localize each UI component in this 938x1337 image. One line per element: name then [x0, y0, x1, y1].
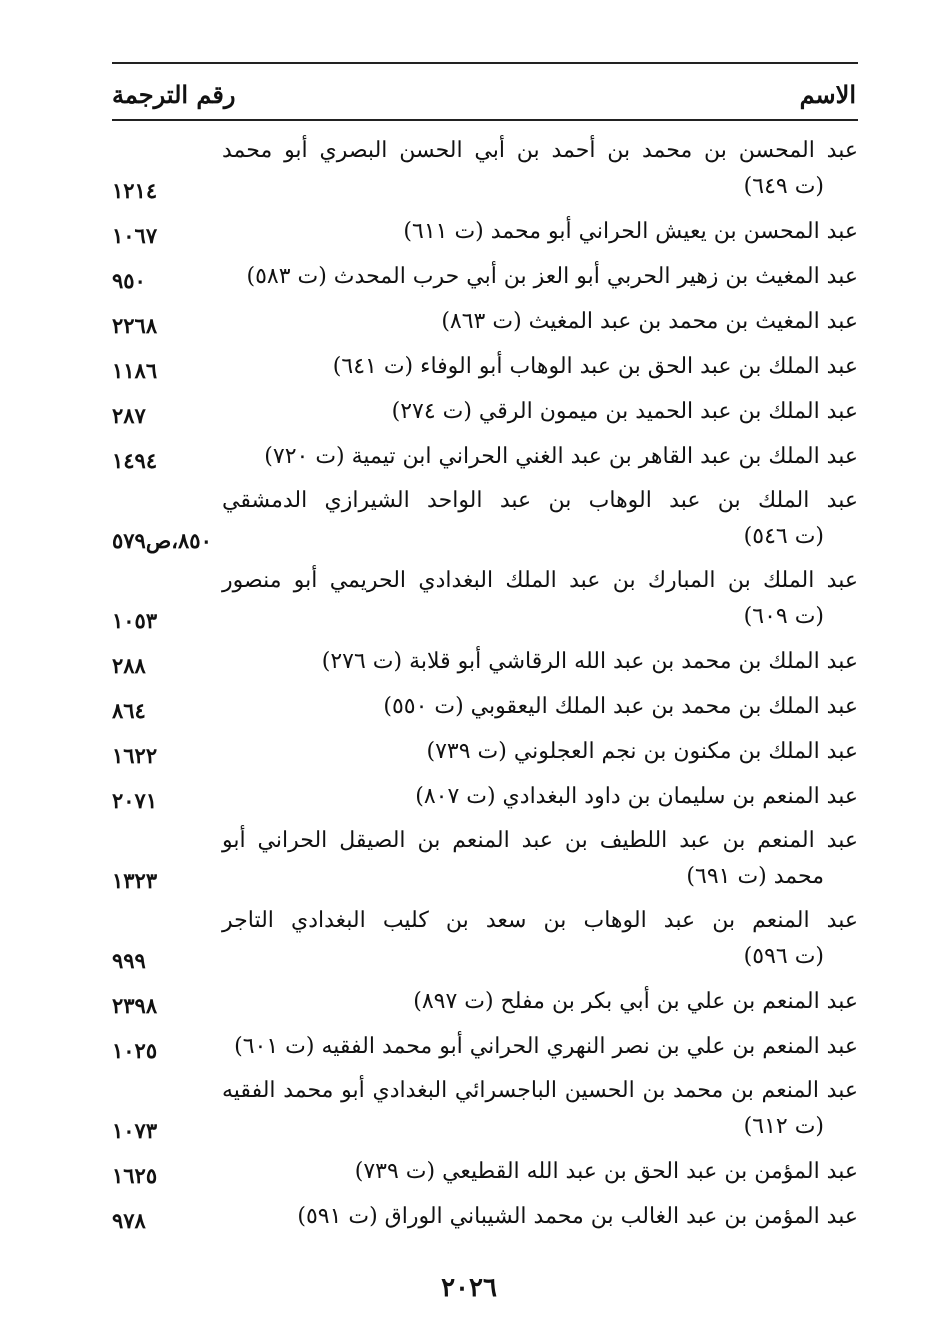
entry-number: ٩٥٠ — [112, 268, 146, 293]
entry-name: عبد المؤمن بن عبد الحق بن عبد الله القطيعي (ت ٧٣٩) — [354, 1159, 858, 1184]
index-entry — [112, 208, 858, 253]
index-entry — [112, 683, 858, 728]
index-entry — [112, 773, 858, 818]
entry-name-continuation: (ت ٦٠٩) — [743, 604, 824, 629]
entry-name-line: عبد المنعم بن عبد الوهاب بن سعد بن كليب البغدادي التاجر — [222, 908, 858, 933]
entry-name: عبد الملك بن محمد بن عبد الله الرقاشي أبو قلابة (ت ٢٧٦) — [321, 649, 858, 674]
entry-name: عبد المنعم بن سليمان بن داود البغدادي (ت ٨٠٧) — [415, 784, 858, 809]
entry-name: عبد المنعم بن علي بن أبي بكر بن مفلح (ت ٨٩٧) — [413, 989, 858, 1014]
entry-number: ٢٨٨ — [112, 653, 146, 678]
entry-number: ١٢١٤ — [112, 178, 158, 203]
index-entry — [112, 818, 858, 898]
entry-number: ١٠٥٣ — [112, 608, 158, 633]
entry-name-continuation: (ت ٦١٢) — [743, 1114, 824, 1139]
entry-number: ٢٢٦٨ — [112, 313, 158, 338]
entry-number: ٩٧٨ — [112, 1208, 146, 1233]
index-entry — [112, 638, 858, 683]
entry-name: عبد الملك بن عبد القاهر بن عبد الغني الحراني ابن تيمية (ت ٧٢٠) — [264, 444, 858, 469]
entry-name-continuation: (ت ٥٩٦) — [743, 944, 824, 969]
entry-number: ١٠٧٣ — [112, 1118, 158, 1143]
index-entry — [112, 128, 858, 208]
entry-name-continuation: (ت ٥٤٦) — [743, 524, 824, 549]
top-rule — [112, 62, 858, 64]
entry-number: ١٦٢٥ — [112, 1163, 158, 1188]
index-entry — [112, 1148, 858, 1193]
entry-number: ٢٠٧١ — [112, 788, 158, 813]
entry-number: ٢٣٩٨ — [112, 993, 158, 1018]
entry-name: عبد الملك بن محمد بن عبد الملك اليعقوبي (ت ٥٥٠) — [383, 694, 858, 719]
entry-name — [222, 823, 858, 898]
entry-name: عبد الملك بن عبد الحق بن عبد الوهاب أبو الوفاء (ت ٦٤١) — [332, 354, 858, 379]
entry-number: ١٠٦٧ — [112, 223, 158, 248]
entry-name — [222, 563, 858, 638]
column-header-number: رقم الترجمة — [112, 80, 236, 109]
entry-name — [222, 1073, 858, 1148]
index-entry — [112, 1193, 858, 1238]
entry-number: ٢٨٧ — [112, 403, 146, 428]
entry-name-line: عبد المحسن بن محمد بن أحمد بن أبي الحسن البصري أبو محمد — [222, 138, 858, 163]
index-entry — [112, 433, 858, 478]
index-entry — [112, 558, 858, 638]
entry-name: عبد الملك بن مكنون بن نجم العجلوني (ت ٧٣٩) — [426, 739, 858, 764]
entry-number: ١٠٢٥ — [112, 1038, 158, 1063]
entry-number: ١١٨٦ — [112, 358, 158, 383]
entry-name-continuation: (ت ٦٤٩) — [743, 174, 824, 199]
index-entry — [112, 388, 858, 433]
entry-number: ٨٥٠،ص٥٧٩ — [112, 528, 212, 553]
entry-name: عبد المحسن بن يعيش الحراني أبو محمد (ت ٦١١) — [403, 219, 858, 244]
index-entry — [112, 978, 858, 1023]
entry-name-line: عبد المنعم بن عبد اللطيف بن عبد المنعم بن الصيقل الحراني أبو — [222, 828, 858, 853]
index-entry — [112, 253, 858, 298]
index-entry — [112, 478, 858, 558]
index-entry — [112, 728, 858, 773]
entry-name: عبد الملك بن عبد الحميد بن ميمون الرقي (ت ٢٧٤) — [391, 399, 858, 424]
entry-name: عبد المنعم بن علي بن نصر النهري الحراني أبو محمد الفقيه (ت ٦٠١) — [234, 1034, 858, 1059]
index-entry — [112, 898, 858, 978]
entry-number: ١٦٢٢ — [112, 743, 158, 768]
entry-number: ١٣٢٣ — [112, 868, 158, 893]
entry-name: عبد المغيث بن زهير الحربي أبو العز بن أبي حرب المحدث (ت ٥٨٣) — [246, 264, 858, 289]
index-entry — [112, 1068, 858, 1148]
index-entry — [112, 343, 858, 388]
entry-number: ٩٩٩ — [112, 948, 146, 973]
entry-name-line: عبد الملك بن عبد الوهاب بن عبد الواحد الشيرازي الدمشقي — [222, 488, 858, 513]
entry-name — [222, 133, 858, 208]
header-rule — [112, 119, 858, 121]
entry-name — [222, 903, 858, 978]
entry-number: ١٤٩٤ — [112, 448, 158, 473]
entry-name-line: عبد الملك بن المبارك بن عبد الملك البغدادي الحريمي أبو منصور — [222, 568, 858, 593]
entry-number: ٨٦٤ — [112, 698, 146, 723]
entry-name: عبد المغيث بن محمد بن عبد المغيث (ت ٨٦٣) — [441, 309, 858, 334]
column-header-name: الاسم — [799, 80, 856, 109]
index-entries — [112, 128, 858, 1238]
index-entry — [112, 1023, 858, 1068]
entry-name — [222, 483, 858, 558]
entry-name-line: عبد المنعم بن محمد بن الحسين الباجسرائي البغدادي أبو محمد الفقيه — [222, 1078, 858, 1103]
page-number: ٢٠٢٦ — [441, 1273, 497, 1303]
index-entry — [112, 298, 858, 343]
entry-name: عبد المؤمن بن عبد الغالب بن محمد الشيباني الوراق (ت ٥٩١) — [297, 1204, 858, 1229]
entry-name-continuation: محمد (ت ٦٩١) — [686, 864, 824, 889]
